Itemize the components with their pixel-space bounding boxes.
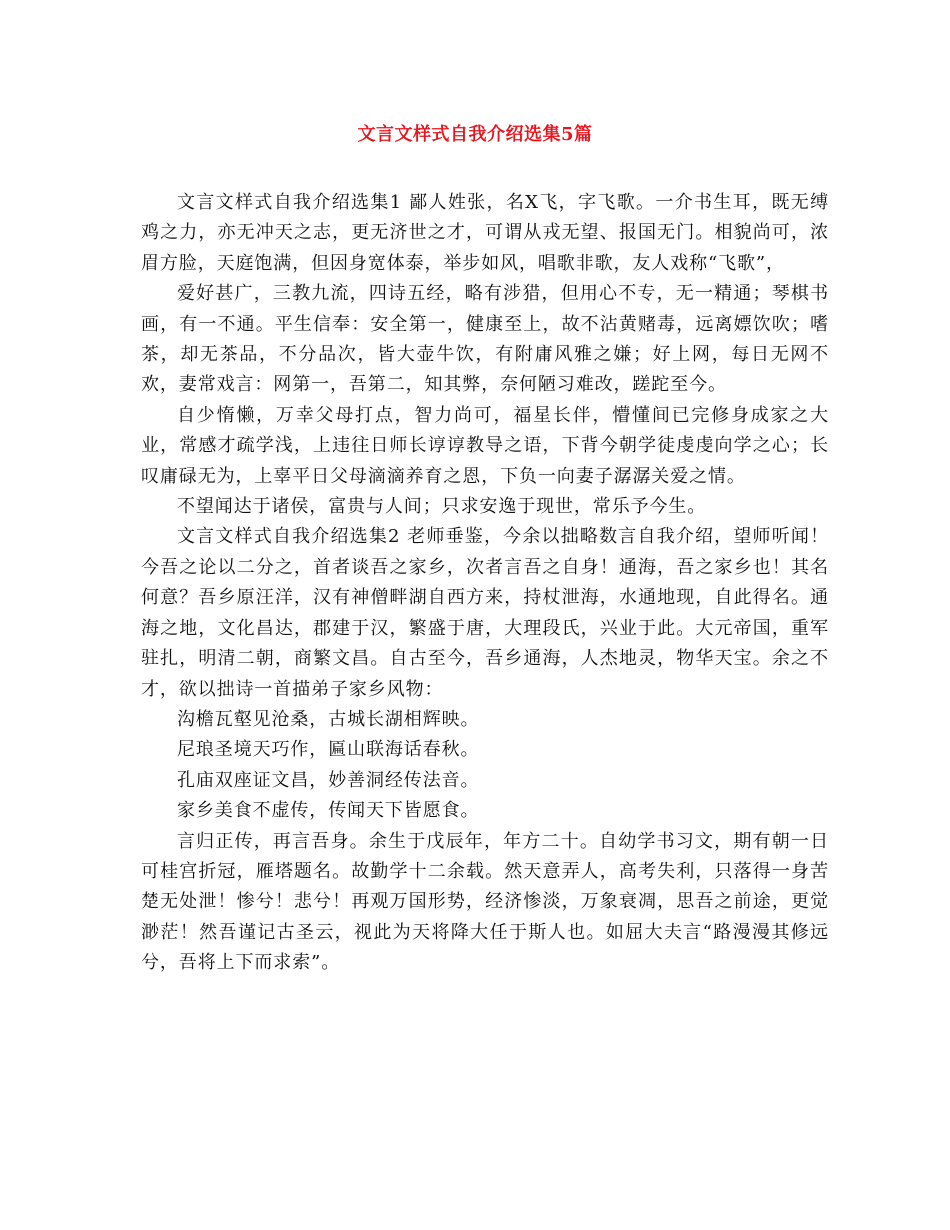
paragraph: 爱好甚广，三教九流，四诗五经，略有涉猎，但用心不专，无一精通；琴棋书画，有一不通。平生信奉：安全第一，健康至上，故不沾黄赌毒，远离嫖饮吹；嗜茶，却无茶品，不分品次，皆大壶牛饮，有附庸风雅之嫌；好上网，每日无网不欢，妻常戏言：网第一，吾第二，知其弊，奈何陋习难改，蹉跎至今。 [141, 283, 829, 396]
document-title: 文言文样式自我介绍选集5篇 [357, 124, 593, 145]
poem-line: 沟檐瓦壑见沧桑，古城长湖相辉映。 [177, 708, 480, 730]
paragraph: 文言文样式自我介绍选集2 老师垂鉴，今余以拙略数言自我介绍，望师听闻！今吾之论以二分之，首者谈吾之家乡，次者言吾之自身！通海，吾之家乡也！其名何意？吾乡原汪洋，汉有神僧畔湖自西方来，持杖泄海，水通地现，自此得名。通海之地，文化昌达，郡建于汉，繁盛于唐，大理段氏，兴业于此。大元帝国，重军驻扎，明清二朝，商繁文昌。自古至今，吾乡通海，人杰地灵，物华天宝。余之不才，欲以拙诗一首描弟子家乡风物： [141, 526, 829, 700]
paragraph: 自少惰懒，万幸父母打点，智力尚可，福星长伴，懵懂间已完修身成家之大业，常感才疏学浅，上违往日师长谆谆教导之语，下背今朝学徒虔虔向学之心；长叹庸碌无为，上辜平日父母滴滴养育之恩，下负一向妻子潺潺关爱之情。 [141, 404, 829, 487]
poem-line: 家乡美食不虚传，传闻天下皆愿食。 [177, 800, 480, 822]
poem-line: 孔庙双座证文昌，妙善洞经传法音。 [177, 769, 480, 791]
paragraph: 文言文样式自我介绍选集1 鄙人姓张，名X飞，字飞歌。一介书生耳，既无缚鸡之力，亦无冲天之志，更无济世之才，可谓从戎无望、报国无门。相貌尚可，浓眉方脸，天庭饱满，但因身宽体泰，举步如风，唱歌非歌，友人戏称“飞歌”， [141, 192, 829, 274]
poem-line: 尼琅圣境天巧作，匾山联海话春秋。 [177, 739, 480, 761]
paragraph: 不望闻达于诸侯，富贵与人间；只求安逸于现世，常乐予今生。 [177, 496, 707, 518]
paragraph: 言归正传，再言吾身。余生于戊辰年，年方二十。自幼学书习文，期有朝一日可桂宫折冠，雁塔题名。故勤学十二余载。然天意弄人，高考失利，只落得一身苦楚无处泄！惨兮！悲兮！再观万国形势，经济惨淡，万象衰凋，思吾之前途，更觉渺茫！然吾谨记古圣云，视此为天将降大任于斯人也。如屈大夫言“路漫漫其修远兮，吾将上下而求索”。 [141, 830, 829, 974]
document-body [141, 188, 829, 979]
